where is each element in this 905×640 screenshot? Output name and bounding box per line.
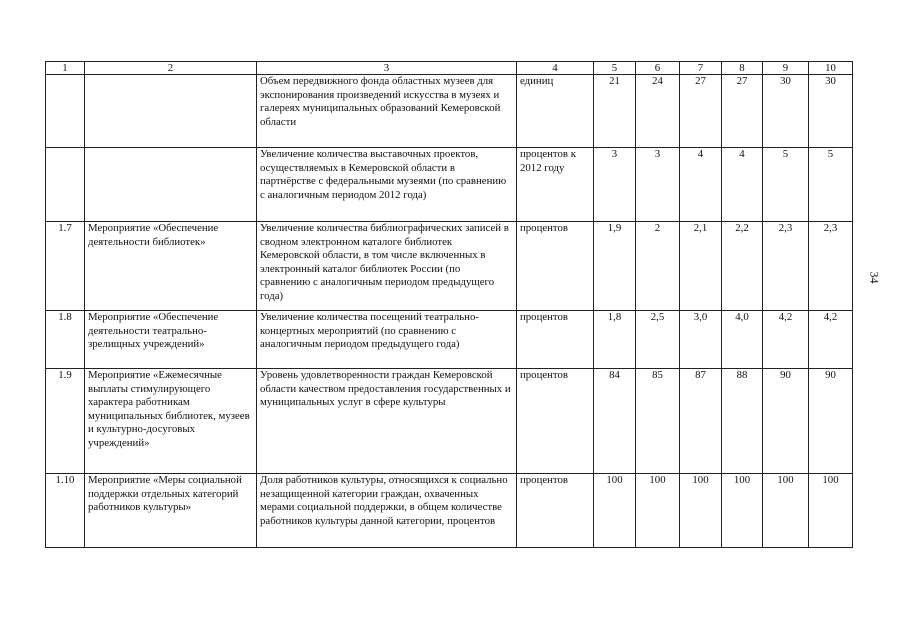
header-cell: 8 (722, 62, 763, 75)
event-cell: Мероприятие «Обеспечение деятельности театрально-зрелищных учреждений» (85, 311, 257, 369)
header-cell: 4 (517, 62, 594, 75)
indicator-cell: Уровень удовлетворенности граждан Кемеровской области качеством предоставления государственных и муниципальных услуг в сфере культуры (257, 369, 517, 474)
header-cell: 10 (809, 62, 853, 75)
row-number (46, 75, 85, 148)
indicator-cell: Увеличение количества выставочных проектов, осуществляемых в Кемеровской области в партнёрстве с федеральными музеями (по сравнению с аналогичным периодом 2012 года) (257, 148, 517, 222)
indicator-cell: Увеличение количества посещений театрально-концертных мероприятий (по сравнению с аналогичным периодом предыдущего года) (257, 311, 517, 369)
value-cell: 2,3 (763, 222, 809, 311)
table-row (46, 222, 853, 311)
table-row (46, 148, 853, 222)
value-cell: 30 (763, 75, 809, 148)
value-cell: 4,2 (809, 311, 853, 369)
value-cell: 2 (636, 222, 680, 311)
value-cell: 2,1 (680, 222, 722, 311)
value-cell: 24 (636, 75, 680, 148)
value-cell: 100 (636, 474, 680, 548)
value-cell: 2,2 (722, 222, 763, 311)
value-cell: 100 (809, 474, 853, 548)
row-number: 1.8 (46, 311, 85, 369)
event-cell: Мероприятие «Меры социальной поддержки отдельных категорий работников культуры» (85, 474, 257, 548)
table-row (46, 75, 853, 148)
value-cell: 3 (636, 148, 680, 222)
value-cell: 84 (594, 369, 636, 474)
value-cell: 100 (594, 474, 636, 548)
row-number (46, 148, 85, 222)
value-cell: 30 (809, 75, 853, 148)
value-cell: 27 (722, 75, 763, 148)
header-cell: 1 (46, 62, 85, 75)
value-cell: 27 (680, 75, 722, 148)
value-cell: 100 (763, 474, 809, 548)
indicator-cell: Объем передвижного фонда областных музеев для экспонирования произведений искусства в музеях и галереях муниципальных образований Кемеровской области (257, 75, 517, 148)
value-cell: 100 (680, 474, 722, 548)
indicator-cell: Доля работников культуры, относящихся к социально незащищенной категории граждан, охваченных мерами социальной поддержки, в общем количестве работников культуры данной категории, процентов (257, 474, 517, 548)
value-cell: 21 (594, 75, 636, 148)
event-cell: Мероприятие «Обеспечение деятельности библиотек» (85, 222, 257, 311)
value-cell: 90 (809, 369, 853, 474)
row-number: 1.7 (46, 222, 85, 311)
value-cell: 4,2 (763, 311, 809, 369)
event-cell (85, 75, 257, 148)
value-cell: 4 (680, 148, 722, 222)
value-cell: 100 (722, 474, 763, 548)
header-cell: 3 (257, 62, 517, 75)
value-cell: 2,5 (636, 311, 680, 369)
unit-cell: процентов к 2012 году (517, 148, 594, 222)
value-cell: 4,0 (722, 311, 763, 369)
table-row (46, 369, 853, 474)
value-cell: 3 (594, 148, 636, 222)
unit-cell: процентов (517, 311, 594, 369)
table-header-row (46, 62, 853, 75)
header-cell: 7 (680, 62, 722, 75)
header-cell: 6 (636, 62, 680, 75)
value-cell: 5 (809, 148, 853, 222)
value-cell: 4 (722, 148, 763, 222)
indicator-cell: Увеличение количества библиографических записей в сводном электронном каталоге библиотек Кемеровской области, в том числе включенных в электронный каталог библиотек России (по сравнению с аналогичным периодом предыдущего года) (257, 222, 517, 311)
row-number: 1.10 (46, 474, 85, 548)
unit-cell: процентов (517, 222, 594, 311)
table-row (46, 474, 853, 548)
unit-cell: единиц (517, 75, 594, 148)
value-cell: 87 (680, 369, 722, 474)
event-cell: Мероприятие «Ежемесячные выплаты стимулирующего характера работникам муниципальных библиотек, музеев и культурно-досуговых учреждений» (85, 369, 257, 474)
event-cell (85, 148, 257, 222)
value-cell: 90 (763, 369, 809, 474)
value-cell: 2,3 (809, 222, 853, 311)
table-row (46, 311, 853, 369)
value-cell: 1,8 (594, 311, 636, 369)
row-number: 1.9 (46, 369, 85, 474)
header-cell: 5 (594, 62, 636, 75)
indicators-table (45, 61, 853, 548)
value-cell: 85 (636, 369, 680, 474)
header-cell: 2 (85, 62, 257, 75)
value-cell: 3,0 (680, 311, 722, 369)
unit-cell: процентов (517, 474, 594, 548)
value-cell: 88 (722, 369, 763, 474)
header-cell: 9 (763, 62, 809, 75)
page-number: 34 (867, 271, 882, 284)
value-cell: 5 (763, 148, 809, 222)
value-cell: 1,9 (594, 222, 636, 311)
unit-cell: процентов (517, 369, 594, 474)
